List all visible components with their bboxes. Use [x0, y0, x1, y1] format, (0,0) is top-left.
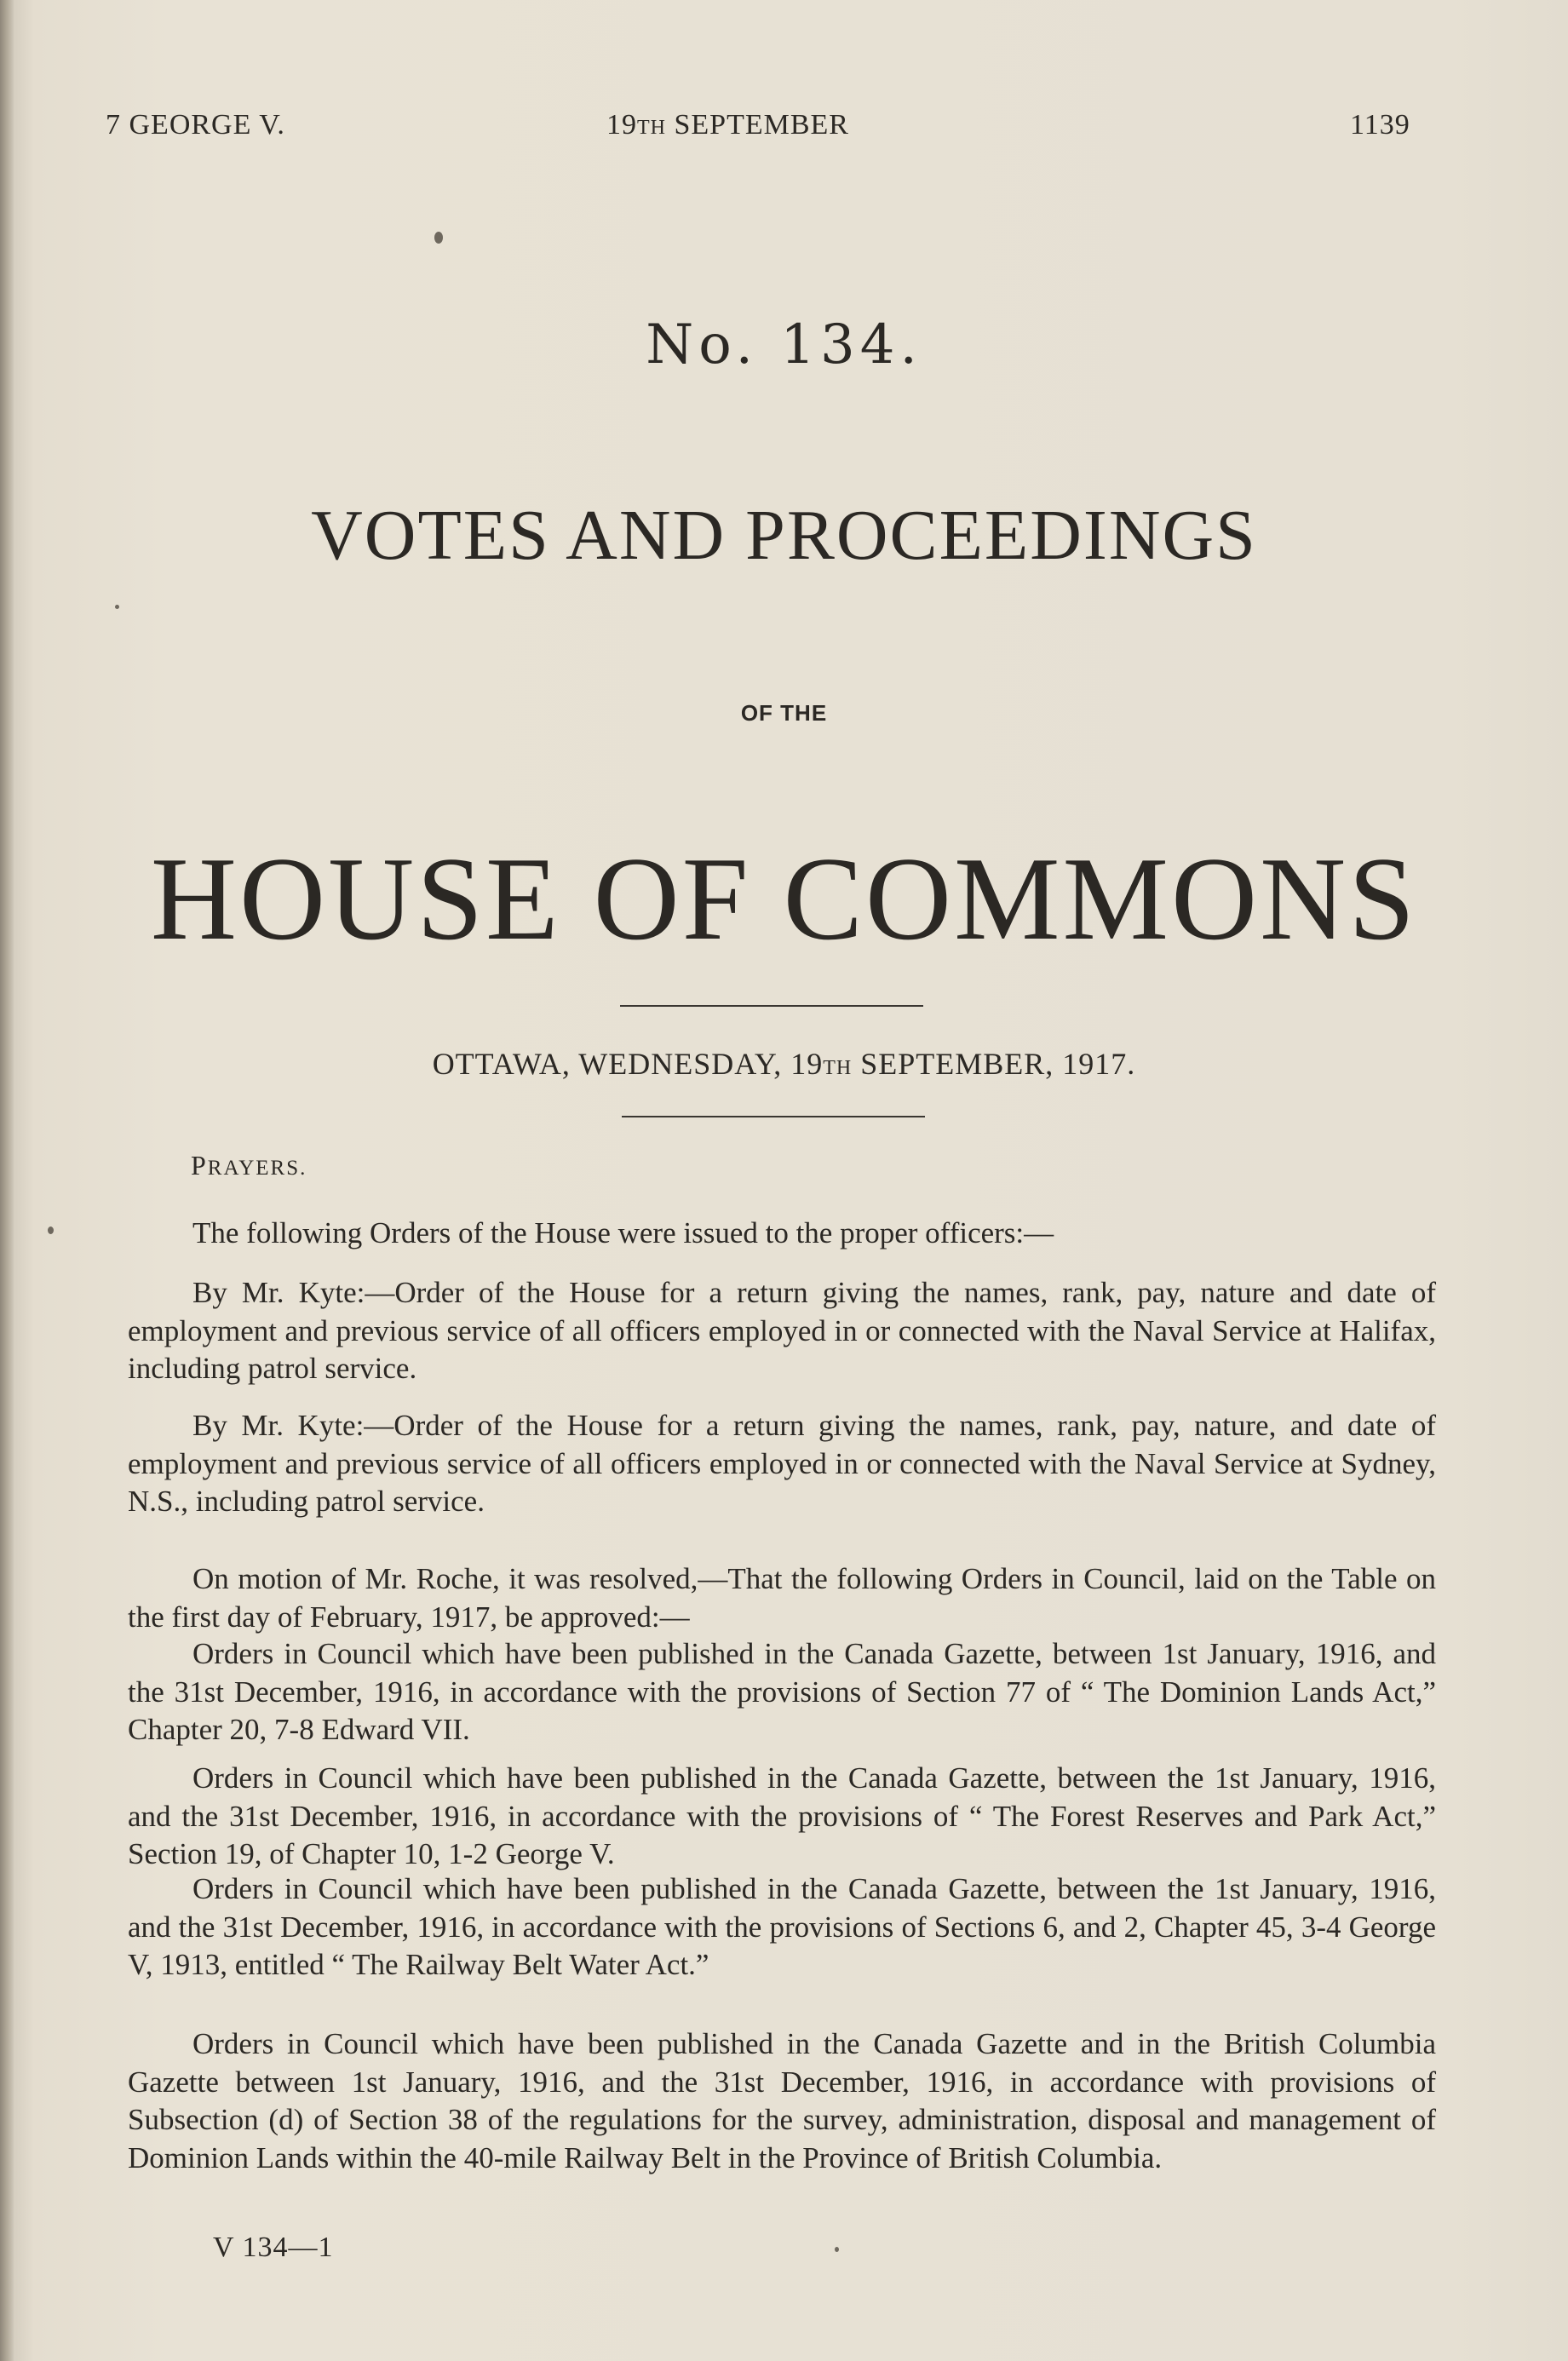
paragraph-railway-belt-water-act: Orders in Council which have been published in the Canada Gazette, between the 1st January, 1916, and the 31st December, 1916, in accordance with the provisions of Sections 6, and 2, Chapter 45, 3-4 George V, 1913, entitled “ The Railway Belt Water Act.” [128, 1872, 1436, 1981]
dateline [0, 1046, 1568, 1082]
dateline-prefix: OTTAWA, WEDNESDAY, 19 [432, 1047, 824, 1081]
dateline-suffix: TH [823, 1057, 853, 1079]
paper-speck [48, 1226, 54, 1234]
house-title: HOUSE OF COMMONS [150, 833, 1418, 965]
paragraph-kyte-halifax: By Mr. Kyte:—Order of the House for a return giving the names, rank, pay, nature and date of employment and previous service of all officers employed in or connected with the Naval Service at Halifax, including patrol service. [128, 1276, 1436, 1385]
paragraph-british-columbia-belt: Orders in Council which have been published in the Canada Gazette and in the British Columbia Gazette between 1st January, 1916, and the 31st December, 1916, in accordance with provisions of Subsection (d) of Section 38 of the regulations for the survey, administration, disposal and management of Dominion Lands within the 40-mile Railway Belt in the Province of British Columbia. [128, 2027, 1436, 2174]
issue-number: No. 134. [646, 313, 922, 376]
running-head-day-suffix: TH [637, 117, 666, 139]
running-head-month: SEPTEMBER [674, 109, 849, 141]
prayers-rest: RAYERS. [207, 1157, 307, 1180]
divider-rule-bottom [622, 1116, 925, 1117]
paragraph-dominion-lands-act: Orders in Council which have been published in the Canada Gazette, between 1st January, 1916, and the 31st December, 1916, in accordance with the provisions of Section 77 of “ The Dominion Lands Act,” Chapter 20, 7-8 Edward VII. [128, 1637, 1436, 1746]
prayers-heading [191, 1150, 307, 1181]
divider-rule-top [620, 1005, 923, 1007]
paragraph-kyte-sydney: By Mr. Kyte:—Order of the House for a return giving the names, rank, pay, nature, and date of employment and previous service of all officers employed in or connected with the Naval Service at Sydney, N.S., including patrol service. [128, 1409, 1436, 1518]
running-head-day: 19 [606, 109, 637, 141]
paragraph-forest-reserves-act: Orders in Council which have been published in the Canada Gazette, between the 1st January, 1916, and the 31st December, 1916, in accordance with the provisions of “ The Forest Reserves and Park Act,” Section 19, of Chapter 10, 1-2 George V. [128, 1761, 1436, 1870]
dateline-rest: SEPTEMBER, 1917. [852, 1047, 1136, 1081]
title-connector: OF THE [740, 700, 828, 726]
paper-speck [835, 2247, 839, 2252]
paragraph-orders-issued: The following Orders of the House were issued to the proper officers:— [192, 1216, 1054, 1249]
document-title: VOTES AND PROCEEDINGS [311, 496, 1257, 575]
page-number: 1139 [1350, 109, 1410, 141]
running-head-date [606, 109, 849, 141]
signature-mark: V 134—1 [213, 2232, 334, 2263]
paragraph-roche-motion: On motion of Mr. Roche, it was resolved,—That the following Orders in Council, laid on the Table on the first day of February, 1917, be approved:— [128, 1562, 1436, 1634]
paper-speck [115, 605, 119, 609]
paper-speck [434, 232, 443, 244]
running-head-regnal-year: 7 GEORGE V. [106, 109, 285, 141]
prayers-initial: P [191, 1150, 208, 1180]
